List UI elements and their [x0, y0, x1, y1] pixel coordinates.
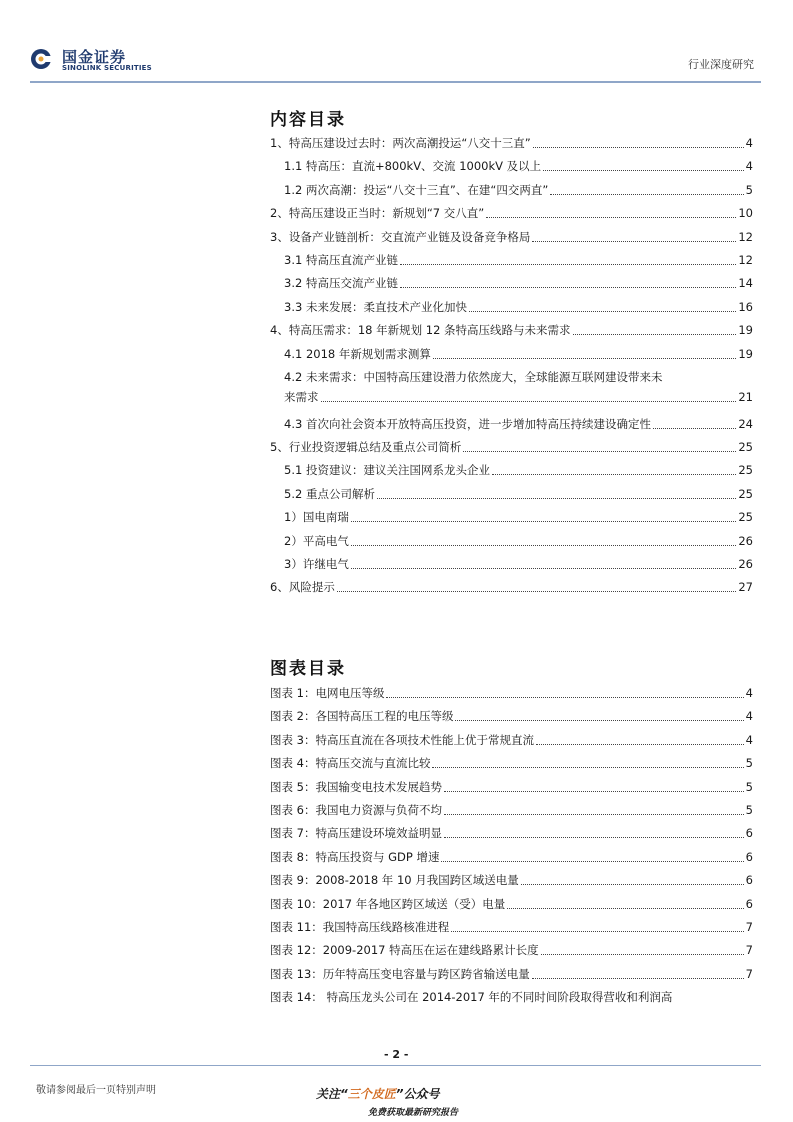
figure-entry-text: 图表 6：我国电力资源与负荷不均: [270, 802, 442, 817]
figure-page-number: 6: [745, 826, 753, 841]
report-category: 行业深度研究: [688, 58, 754, 71]
toc-entry[interactable]: [270, 507, 753, 530]
figure-entry-text: 图表 8：特高压投资与 GDP 增速: [270, 849, 440, 864]
dot-leader: [536, 744, 744, 745]
toc-entry-text: 1）国电南瑞: [284, 510, 349, 525]
dot-leader: [451, 931, 743, 932]
figure-entry[interactable]: [270, 800, 753, 823]
dot-leader: [432, 767, 743, 768]
toc-page-number: 24: [738, 416, 753, 431]
figure-page-number: 5: [745, 802, 753, 817]
footer-subtitle: 免费获取最新研究报告: [368, 1108, 459, 1118]
toc-entry-text: 4.1 2018 年新规划需求测算: [284, 346, 431, 361]
figure-entry-text: 图表 11：我国特高压线路核准进程: [270, 919, 450, 934]
figure-entry[interactable]: [270, 847, 753, 870]
dot-leader: [351, 521, 737, 522]
figure-entry-text: 图表 4：特高压交流与直流比较: [270, 756, 431, 771]
figures-title: 图表目录: [270, 659, 346, 679]
figure-entry-text: 图表 5：我国输变电技术发展趋势: [270, 779, 442, 794]
toc-entry-text: 1.1 特高压：直流+800kV、交流 1000kV 及以上: [284, 159, 542, 174]
toc-entry-text: 1、特高压建设过去时：两次高潮投运“八交十三直”: [270, 136, 531, 150]
figure-entry-text: 图表 10：2017 年各地区跨区域送（受）电量: [270, 896, 506, 911]
toc-page-number: 4: [745, 159, 753, 174]
figure-page-number: 7: [745, 943, 753, 958]
logo-chinese-name: 国金证券: [62, 48, 127, 66]
toc-entry[interactable]: [270, 297, 753, 320]
dot-leader: [351, 568, 737, 569]
figure-entry[interactable]: [270, 777, 753, 800]
figure-entry-text: 图表 2：各国特高压工程的电压等级: [270, 709, 454, 724]
toc-page-number: 5: [745, 182, 753, 197]
dot-leader: [653, 428, 736, 429]
toc-list: [270, 133, 753, 601]
follow-prefix: 关注“: [316, 1087, 348, 1101]
dot-leader: [532, 978, 744, 979]
logo-english-name: SINOLINK SECURITIES: [62, 64, 152, 72]
figure-page-number: 6: [745, 896, 753, 911]
toc-entry-text: 3）许继电气: [284, 557, 349, 572]
figures-list: [270, 683, 753, 1010]
figure-page-number: 6: [745, 873, 753, 888]
dot-leader: [444, 814, 744, 815]
toc-entry-text: 5、行业投资逻辑总结及重点公司简析: [270, 440, 462, 455]
follow-note: [316, 1085, 439, 1102]
figure-entry[interactable]: [270, 917, 753, 940]
dot-leader: [541, 954, 744, 955]
figure-page-number: 7: [745, 919, 753, 934]
toc-entry-text: 5.1 投资建议：建议关注国网系龙头企业: [284, 463, 490, 478]
toc-entry[interactable]: [270, 554, 753, 577]
toc-page-number: 12: [738, 229, 753, 244]
disclaimer-note: 敬请参阅最后一页特别声明: [36, 1085, 156, 1096]
dot-leader: [337, 591, 737, 592]
page-number: - 2 -: [384, 1048, 409, 1061]
toc-entry-text: 6、风险提示: [270, 580, 335, 595]
figure-entry-text: 图表 1：电网电压等级: [270, 686, 385, 700]
dot-leader: [444, 837, 744, 838]
figure-page-number: 5: [745, 779, 753, 794]
dot-leader: [400, 264, 736, 265]
toc-page-number: 25: [738, 463, 753, 478]
toc-entry-text: 2、特高压建设正当时：新规划“7 交八直”: [270, 206, 485, 221]
toc-entry[interactable]: [270, 344, 753, 367]
toc-entry-text: 1.2 两次高潮：投运“八交十三直”、在建“四交两直”: [284, 182, 549, 197]
toc-page-number: 25: [738, 440, 753, 455]
toc-page-number: 12: [738, 252, 753, 267]
header-divider: [30, 81, 761, 83]
figure-entry[interactable]: [270, 870, 753, 893]
toc-title: 内容目录: [270, 110, 346, 130]
toc-entry[interactable]: [270, 414, 753, 437]
figure-page-number: 5: [745, 756, 753, 771]
toc-entry[interactable]: [270, 156, 753, 179]
dot-leader: [386, 697, 743, 698]
toc-entry[interactable]: [270, 227, 753, 250]
figure-entry-text: 图表 12：2009-2017 特高压在运在建线路累计长度: [270, 943, 539, 958]
toc-entry[interactable]: [270, 250, 753, 273]
toc-page-number: 21: [738, 389, 753, 404]
dot-leader: [543, 170, 744, 171]
dot-leader: [521, 884, 744, 885]
figure-entry-text: 图表 9：2008-2018 年 10 月我国跨区域送电量: [270, 873, 519, 888]
toc-entry[interactable]: [270, 180, 753, 203]
figure-page-number: 4: [745, 709, 753, 724]
toc-entry-text: 4.2 未来需求：中国特高压建设潜力依然庞大，全球能源互联网建设带来未: [284, 369, 663, 384]
toc-page-number: 25: [738, 510, 753, 525]
toc-entry[interactable]: [270, 320, 753, 343]
toc-entry[interactable]: [270, 133, 753, 156]
dot-leader: [321, 401, 737, 402]
toc-entry-text: 5.2 重点公司解析: [284, 486, 375, 501]
figure-entry[interactable]: [270, 964, 753, 987]
figure-entry[interactable]: [270, 823, 753, 846]
toc-page-number: 19: [738, 346, 753, 361]
follow-highlight: 三个皮匠: [347, 1087, 396, 1101]
figure-entry-text: 图表 7：特高压建设环境效益明显: [270, 826, 442, 841]
figure-entry[interactable]: [270, 894, 753, 917]
figure-entry[interactable]: [270, 940, 753, 963]
toc-page-number: 25: [738, 486, 753, 501]
toc-entry[interactable]: [270, 531, 753, 554]
dot-leader: [351, 545, 737, 546]
figure-page-number: 7: [745, 966, 753, 981]
figure-entry[interactable]: [270, 987, 753, 1010]
toc-entry[interactable]: [270, 273, 753, 296]
toc-page-number: 26: [738, 557, 753, 572]
dot-leader: [377, 498, 736, 499]
figure-entry[interactable]: [270, 706, 753, 729]
toc-entry-text: 3.2 特高压交流产业链: [284, 276, 398, 291]
toc-entry[interactable]: [270, 437, 753, 460]
dot-leader: [486, 217, 736, 218]
figure-entry[interactable]: [270, 753, 753, 776]
figure-entry-text: 图表 14： 特高压龙头公司在 2014-2017 年的不同时间阶段取得营收和利润高: [270, 990, 673, 1005]
toc-entry[interactable]: [270, 460, 753, 483]
figure-page-number: 4: [745, 686, 753, 700]
toc-entry-text: 2）平高电气: [284, 533, 349, 548]
toc-page-number: 16: [738, 299, 753, 314]
dot-leader: [433, 358, 736, 359]
figure-page-number: 6: [745, 849, 753, 864]
toc-page-number: 10: [738, 206, 753, 221]
toc-page-number: 19: [738, 323, 753, 338]
figure-entry[interactable]: [270, 683, 753, 706]
dot-leader: [441, 861, 743, 862]
dot-leader: [463, 451, 736, 452]
toc-entry-text: 来需求: [284, 389, 319, 404]
toc-entry[interactable]: [270, 577, 753, 600]
figure-entry[interactable]: [270, 730, 753, 753]
toc-page-number: 4: [745, 136, 753, 150]
toc-page-number: 14: [738, 276, 753, 291]
footer-divider: [30, 1065, 761, 1066]
dot-leader: [492, 474, 736, 475]
follow-suffix: ”公众号: [395, 1087, 440, 1101]
sinolink-logo-icon: [30, 48, 52, 70]
toc-page-number: 27: [738, 580, 753, 595]
toc-page-number: 26: [738, 533, 753, 548]
dot-leader: [573, 334, 737, 335]
toc-entry-text: 3.3 未来发展：柔直技术产业化加快: [284, 299, 467, 314]
dot-leader: [533, 147, 744, 148]
toc-entry-text: 3.1 特高压直流产业链: [284, 252, 398, 267]
dot-leader: [444, 791, 744, 792]
dot-leader: [550, 194, 743, 195]
toc-entry[interactable]: [270, 367, 753, 414]
toc-entry-text: 3、设备产业链剖析：交直流产业链及设备竞争格局: [270, 229, 531, 244]
dot-leader: [469, 311, 736, 312]
toc-entry[interactable]: [270, 203, 753, 226]
figure-entry-text: 图表 13：历年特高压变电容量与跨区跨省输送电量: [270, 966, 530, 981]
toc-entry[interactable]: [270, 484, 753, 507]
page-header: [30, 42, 760, 80]
figure-page-number: 4: [745, 732, 753, 747]
dot-leader: [455, 720, 743, 721]
dot-leader: [400, 287, 736, 288]
toc-entry-text: 4、特高压需求：18 年新规划 12 条特高压线路与未来需求: [270, 323, 571, 338]
dot-leader: [532, 241, 736, 242]
dot-leader: [507, 908, 743, 909]
figure-entry-text: 图表 3：特高压直流在各项技术性能上优于常规直流: [270, 732, 534, 747]
toc-entry-text: 4.3 首次向社会资本开放特高压投资，进一步增加特高压持续建设确定性: [284, 416, 651, 431]
